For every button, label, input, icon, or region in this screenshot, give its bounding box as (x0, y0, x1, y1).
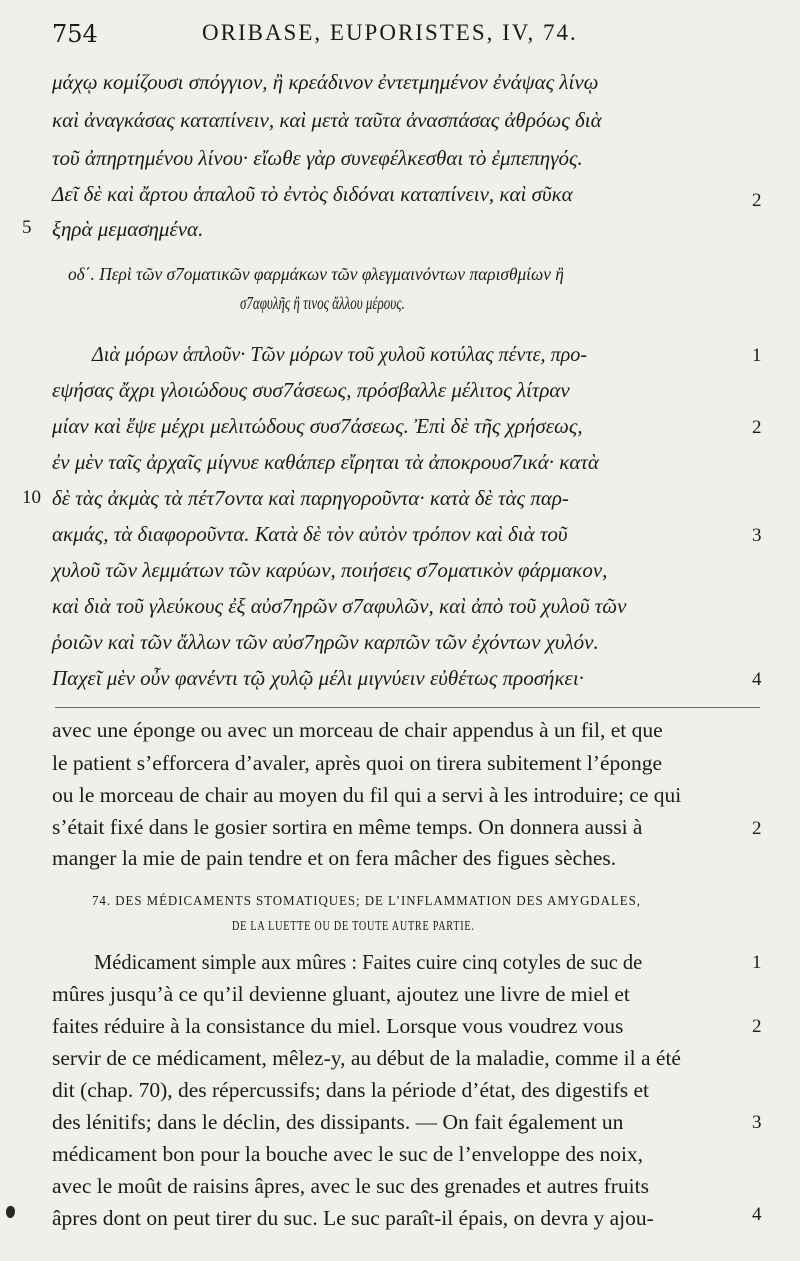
french-line: servir de ce médicament, mêlez-y, au début de la maladie, comme il a été (52, 1046, 681, 1070)
greek-line: μάχῳ κομίζουσι σπόγγιον, ἢ κρεάδινον ἐντετμημένον ἐνάψας λίνῳ (52, 70, 599, 94)
greek-line: δὲ τὰς ἀκμὰς τὰ πέτ7οντα καὶ παρηγοροῦντα· κατὰ δὲ τὰς παρ- (52, 486, 569, 510)
greek-section-heading: σ7αφυλῆς ἢ τινος ἄλλου μέρους. (240, 293, 405, 313)
page-number: 754 (52, 20, 98, 48)
french-section-heading: 74. DES MÉDICAMENTS STOMATIQUES; DE L’INFLAMMATION DES AMYGDALES, (92, 893, 641, 908)
margin-line-number: 5 (22, 217, 32, 238)
greek-line: Δεῖ δὲ καὶ ἄρτου ἁπαλοῦ τὸ ἐντὸς διδόναι καταπίνειν, καὶ σῦκα (52, 182, 573, 206)
margin-section-number: 2 (752, 190, 762, 211)
margin-section-number: 2 (752, 818, 762, 839)
french-section-heading: DE LA LUETTE OU DE TOUTE AUTRE PARTIE. (232, 918, 475, 933)
french-line: avec le moût de raisins âpres, avec le suc des grenades et autres fruits (52, 1174, 649, 1198)
greek-line: μίαν καὶ ἕψε μέχρι μελιτώδους συσ7άσεως. Ἐπὶ δὲ τῆς χρήσεως, (52, 414, 583, 438)
running-title: ORIBASE, EUPORISTES, IV, 74. (202, 20, 578, 45)
margin-section-number: 2 (752, 417, 762, 438)
divider-rule (55, 707, 760, 708)
greek-line: ακμάς, τὰ διαφοροῦντα. Κατὰ δὲ τὸν αὐτὸν τρόπον καὶ διὰ τοῦ (52, 522, 568, 546)
margin-section-number: 2 (752, 1016, 762, 1037)
margin-section-number: 1 (752, 952, 762, 973)
margin-section-number: 3 (752, 525, 762, 546)
page-header (52, 20, 760, 50)
margin-section-number: 4 (752, 669, 762, 690)
greek-line: Διὰ μόρων ἁπλοῦν· Τῶν μόρων τοῦ χυλοῦ κοτύλας πέντε, προ- (92, 342, 588, 366)
ink-blot (6, 1206, 15, 1218)
french-line: des lénitifs; dans le déclin, des dissipants. — On fait également un (52, 1110, 624, 1134)
greek-line: ἐν μὲν ταῖς ἀρχαῖς μίγνυε καθάπερ εἴρηται τὰ ἀποκρουσ7ικά· κατὰ (52, 450, 599, 474)
french-line: avec une éponge ou avec un morceau de chair appendus à un fil, et que (52, 718, 663, 742)
french-line: mûres jusqu’à ce qu’il devienne gluant, ajoutez une livre de miel et (52, 982, 630, 1006)
greek-line: χυλοῦ τῶν λεμμάτων τῶν καρύων, ποιήσεις σ7οματικὸν φάρμακον, (52, 558, 608, 582)
french-line: ou le morceau de chair au moyen du fil qui a servi à les introduire; ce qui (52, 783, 682, 807)
french-line: médicament bon pour la bouche avec le suc de l’enveloppe des noix, (52, 1142, 644, 1166)
greek-line: ῥοιῶν καὶ τῶν ἄλλων τῶν αὐσ7ηρῶν καρπῶν τῶν ἐχόντων χυλόν. (52, 630, 599, 654)
margin-section-number: 3 (752, 1112, 762, 1133)
greek-line: Παχεῖ μὲν οὖν φανέντι τῷ χυλῷ μέλι μιγνύειν εὐθέτως προσήκει· (52, 666, 584, 690)
french-line: âpres dont on peut tirer du suc. Le suc paraît-il épais, on devra y ajou- (52, 1206, 654, 1230)
french-line: Médicament simple aux mûres : Faites cuire cinq cotyles de suc de (94, 950, 643, 974)
greek-section-heading: οδ΄. Περὶ τῶν σ7οματικῶν φαρμάκων τῶν φλεγμαινόντων παρισθμίων ἢ (68, 264, 564, 284)
french-line: manger la mie de pain tendre et on fera mâcher des figues sèches. (52, 846, 617, 870)
margin-line-number: 10 (22, 487, 41, 508)
greek-line: εψήσας ἄχρι γλοιώδους συσ7άσεως, πρόσβαλλε μέλιτος λίτραν (52, 378, 570, 402)
french-line: dit (chap. 70), des répercussifs; dans la période d’état, des digestifs et (52, 1078, 650, 1102)
greek-line: τοῦ ἀπηρτημένου λίνου· εἴωθε γὰρ συνεφέλκεσθαι τὸ ἐμπεπηγός. (52, 146, 583, 170)
french-line: le patient s’efforcera d’avaler, après quoi on tirera subitement l’éponge (52, 751, 663, 775)
greek-line: ξηρὰ μεμασημένα. (52, 217, 204, 241)
french-line: s’était fixé dans le gosier sortira en même temps. On donnera aussi à (52, 815, 643, 839)
french-line: faites réduire à la consistance du miel. Lorsque vous voudrez vous (52, 1014, 624, 1038)
margin-section-number: 4 (752, 1204, 762, 1225)
margin-section-number: 1 (752, 345, 762, 366)
greek-line: καὶ διὰ τοῦ γλεύκους ἐξ αὐσ7ηρῶν σ7αφυλῶν, καὶ ἀπὸ τοῦ χυλοῦ τῶν (52, 594, 627, 618)
greek-line: καὶ ἀναγκάσας καταπίνειν, καὶ μετὰ ταῦτα ἀνασπάσας ἀθρόως διὰ (52, 108, 602, 132)
